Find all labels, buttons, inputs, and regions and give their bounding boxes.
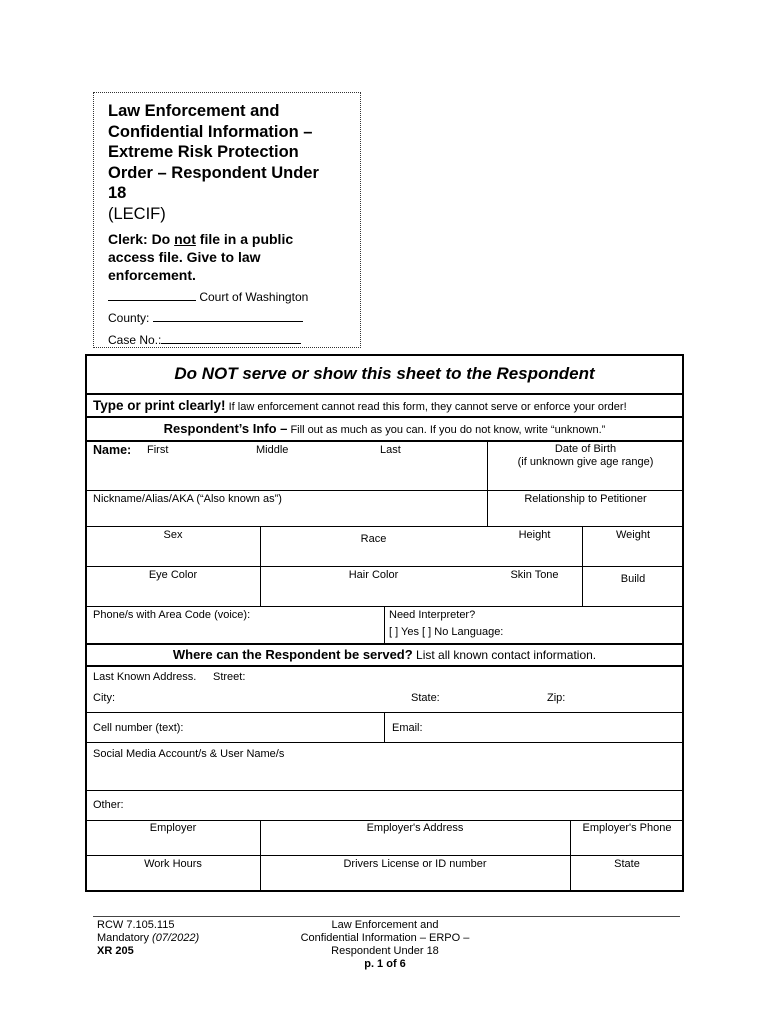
clerk-text-not: not	[174, 231, 196, 247]
interpreter-options[interactable]: [ ] Yes [ ] No Language:	[389, 626, 504, 638]
county-line	[108, 309, 303, 325]
zip-label: Zip:	[547, 692, 566, 704]
footer-mandatory	[97, 932, 199, 945]
build-label: Build	[620, 573, 646, 585]
employer-phone-label: Employer's Phone	[582, 822, 672, 834]
form-code: (LECIF)	[108, 204, 166, 223]
race-label: Race	[360, 533, 387, 545]
served-header	[86, 647, 683, 662]
case-label: Case No.:	[108, 333, 162, 347]
state-label: State:	[411, 692, 440, 704]
social-media-label: Social Media Account/s & User Name/s	[93, 748, 285, 760]
footer-center-line1: Law Enforcement and	[331, 919, 439, 931]
clerk-text-pre: Clerk: Do	[108, 231, 175, 247]
do-not-serve-banner: Do NOT serve or show this sheet to the Respondent	[174, 364, 595, 383]
county-blank[interactable]	[153, 309, 303, 322]
county-label: County:	[108, 311, 150, 325]
footer-mandatory-text: Mandatory	[97, 932, 153, 944]
footer-center-line3: Respondent Under 18	[331, 945, 439, 957]
middle-name-label: Middle	[256, 444, 289, 456]
phone-label: Phone/s with Area Code (voice):	[93, 609, 251, 621]
height-label: Height	[518, 529, 551, 541]
court-label: Court of Washington	[199, 290, 309, 304]
footer-center	[270, 919, 500, 971]
footer-mandatory-date: (07/2022)	[152, 932, 200, 944]
weight-label: Weight	[615, 529, 651, 541]
employer-label: Employer	[149, 822, 197, 834]
interpreter-label: Need Interpreter?	[389, 609, 476, 621]
license-state-label: State	[614, 858, 640, 870]
clerk-text-post: file in a public access file. Give to law enforcement.	[108, 231, 294, 283]
footer-rcw: RCW 7.105.115	[97, 919, 175, 931]
work-hours-label: Work Hours	[144, 858, 202, 870]
hair-color-label: Hair Color	[348, 569, 399, 581]
type-clearly-rest: If law enforcement cannot read this form, they cannot serve or enforce your order!	[225, 401, 627, 413]
last-known-address-label: Last Known Address.	[93, 671, 197, 683]
last-name-label: Last	[380, 444, 401, 456]
case-line	[108, 331, 301, 347]
first-name-label: First	[147, 444, 169, 456]
eye-color-label: Eye Color	[148, 569, 198, 581]
city-label: City:	[93, 692, 115, 704]
name-label: Name:	[93, 443, 132, 457]
footer-form-number: XR 205	[97, 945, 134, 957]
type-clearly-note	[93, 398, 627, 413]
drivers-license-label: Drivers License or ID number	[343, 858, 487, 870]
respondent-info-bold: Respondent’s Info –	[163, 421, 288, 436]
served-bold: Where can the Respondent be served?	[172, 647, 413, 662]
skin-tone-label: Skin Tone	[510, 569, 559, 581]
served-rest: List all known contact information.	[412, 648, 597, 662]
cell-number-label: Cell number (text):	[93, 722, 184, 734]
clerk-instruction	[108, 230, 318, 284]
nickname-label: Nickname/Alias/AKA (“Also known as”)	[93, 493, 282, 505]
relationship-label: Relationship to Petitioner	[524, 493, 647, 505]
respondent-info-rest: Fill out as much as you can. If you do not know, write “unknown.”	[287, 424, 606, 436]
case-blank[interactable]	[161, 331, 301, 344]
footer-center-line2: Confidential Information – ERPO –	[300, 932, 470, 944]
footer-page-number: p. 1 of 6	[364, 958, 406, 970]
email-label: Email:	[392, 722, 423, 734]
footer-left	[97, 919, 199, 958]
street-label: Street:	[213, 671, 246, 683]
other-label: Other:	[93, 799, 124, 811]
dob-note: (if unknown give age range)	[517, 456, 654, 468]
form-title-text: Law Enforcement and Confidential Information – Extreme Risk Protection Order – Respondent Under 18	[108, 102, 319, 202]
respondent-info-header	[86, 421, 683, 436]
court-line	[108, 288, 308, 304]
caption-box	[93, 92, 361, 348]
type-clearly-bold: Type or print clearly!	[93, 398, 226, 413]
dob-label: Date of Birth	[554, 443, 617, 455]
sex-label: Sex	[163, 529, 183, 541]
employer-address-label: Employer's Address	[366, 822, 464, 834]
form-title	[108, 101, 338, 224]
court-blank[interactable]	[108, 288, 196, 301]
